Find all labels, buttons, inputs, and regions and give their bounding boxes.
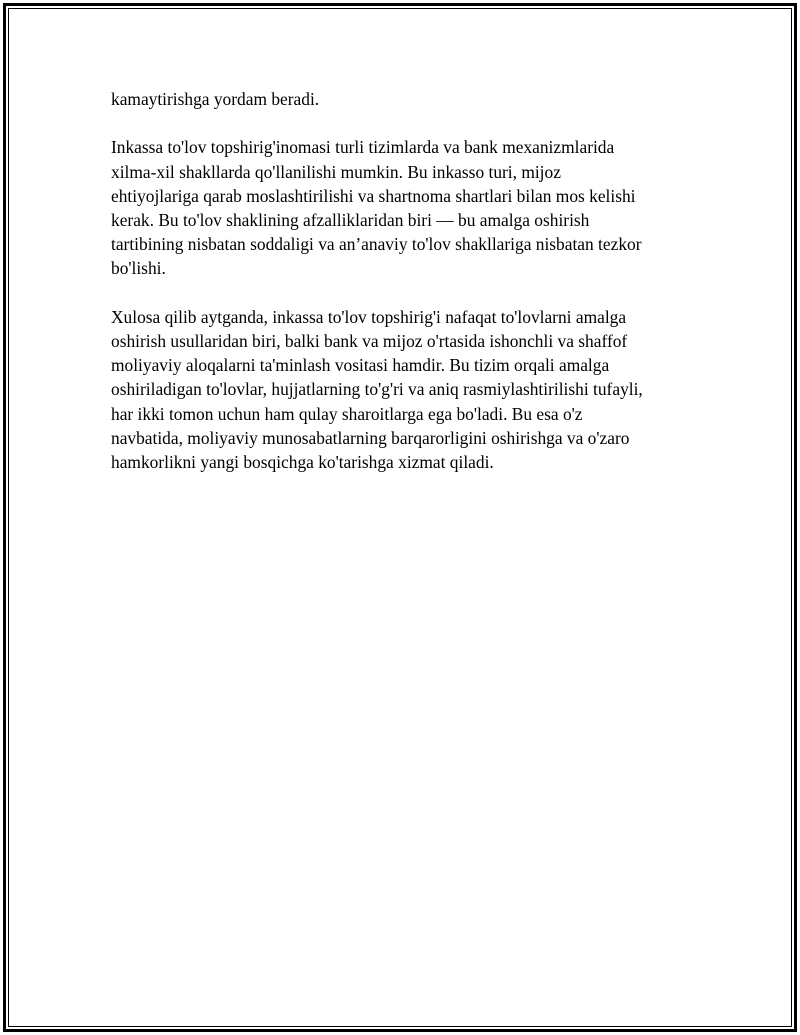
document-body [111, 87, 691, 498]
paragraph-continuation: kamaytirishga yordam beradi. [111, 89, 320, 109]
paragraph-inkassa-forms: Inkassa to'lov topshirig'inomasi turli tizimlarda va bank mexanizmlarida xilma-xil shakllarda qo'llanilishi mumkin. Bu inkasso turi, mijoz ehtiyojlariga qarab moslashtirilishi va shartnoma shartlari bilan mos kelishi kerak. Bu to'lov shaklining afzalliklaridan biri — bu amalga oshirish tartibining nisbatan soddaligi va an’anaviy to'lov shakllariga nisbatan tezkor bo'lishi. [111, 137, 642, 279]
paragraph-conclusion: Xulosa qilib aytganda, inkassa to'lov topshirig'i nafaqat to'lovlarni amalga oshirish usullaridan biri, balki bank va mijoz o'rtasida ishonchli va shaffof moliyaviy aloqalarni ta'minlash vositasi hamdir. Bu tizim orqali amalga oshiriladigan to'lovlar, hujjatlarning to'g'ri va aniq rasmiylashtirilishi tufayli, har ikki tomon uchun ham qulay sharoitlarga ega bo'ladi. Bu esa o'z navbatida, moliyaviy munosabatlarning barqarorligini oshirishga va o'zaro hamkorlikni yangi bosqichga ko'tarishga xizmat qiladi. [111, 306, 643, 473]
